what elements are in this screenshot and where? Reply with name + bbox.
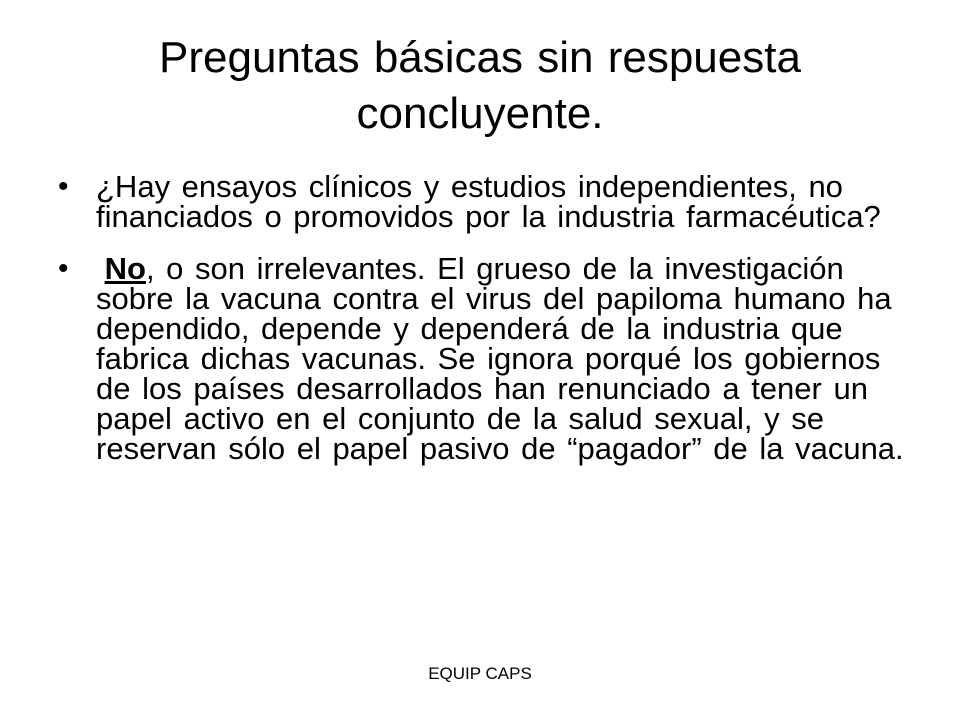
- answer-emphasis: No: [104, 251, 146, 286]
- slide-footer: EQUIP CAPS: [428, 664, 532, 683]
- bullet-marker: •: [58, 170, 69, 203]
- bullet-marker: •: [58, 252, 69, 285]
- bullet-text: ¿Hay ensayos clínicos y estudios independientes, no financiados o promovidos por la industria farmacéutica?: [96, 169, 881, 234]
- slide-title: Preguntas básicas sin respuesta concluyente.: [159, 33, 801, 138]
- bullet-list: [58, 169, 908, 466]
- bullet-item-question: [58, 169, 908, 234]
- bullet-item-answer: [58, 251, 908, 466]
- bullet-text: , o son irrelevantes. El grueso de la investigación sobre la vacuna contra el virus del papiloma humano ha dependido, depende y dependerá de la industria que fabrica dichas vacunas. Se ignora porqué los gobiernos de los países desarrollados han renunciado a tener un papel activo en el conjunto de la salud sexual, y se reservan sólo el papel pasivo de “pagador” de la vacuna.: [96, 251, 904, 466]
